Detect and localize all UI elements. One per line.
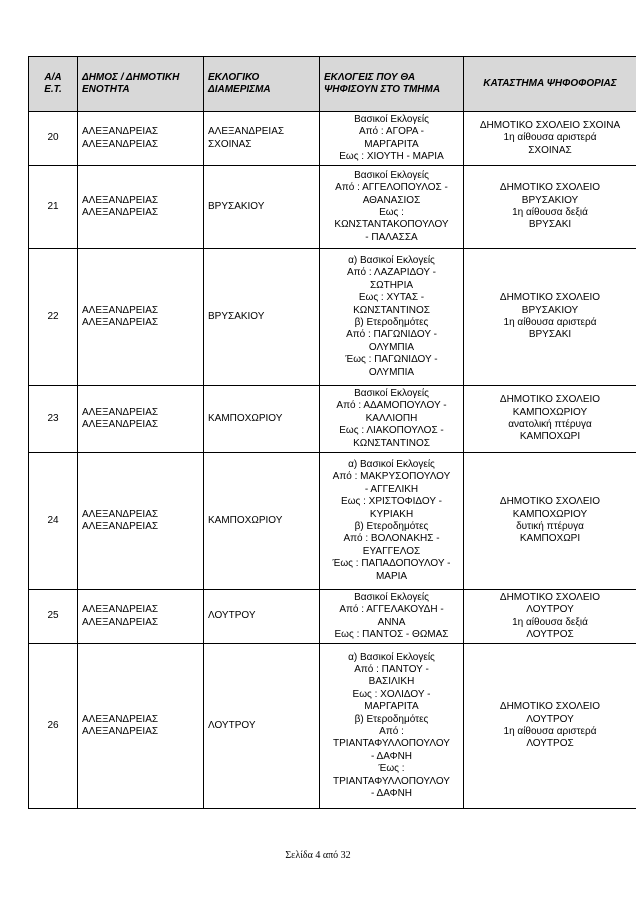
table-header	[29, 57, 636, 112]
voters-cell-line: β) Ετεροδημότες	[354, 317, 429, 328]
voters-cell-line: ΤΡΙΑΝΤΑΦΥΛΛΟΠΟΥΛΟΥ	[333, 738, 450, 750]
voters-cell-line: Εως : ΧΟΛΙΔΟΥ -	[352, 688, 431, 700]
electoral-district-cell-line: ΛΟΥΤΡΟΥ	[208, 610, 256, 622]
table-row	[29, 166, 636, 249]
polling-station-cell	[464, 590, 636, 644]
polling-station-cell-line: ΒΡΥΣΑΚΙΟΥ	[521, 304, 579, 316]
municipality-cell-line: ΑΛΕΞΑΝΔΡΕΙΑΣ	[82, 604, 159, 616]
polling-station-cell-line: ΛΟΥΤΡΟΥ	[526, 604, 574, 616]
voters-cell-line: ΚΩΝΣΤΑΝΤΙΝΟΣ	[353, 437, 430, 449]
voters-cell	[320, 112, 464, 166]
polling-station-cell	[464, 249, 636, 386]
voters-cell-line: Βασικοί Εκλογείς	[354, 169, 429, 181]
voters-cell-line: Από : ΒΟΛΟΝΑΚΗΣ -	[343, 533, 440, 545]
voters-cell-line: Εως : ΧΥΤΑΣ -	[358, 292, 425, 304]
polling-station-cell-line: ΒΡΥΣΑΚΙΟΥ	[521, 194, 579, 206]
voters-cell-line: Εως : ΛΙΑΚΟΠΟΥΛΟΣ -	[339, 425, 444, 437]
polling-station-cell	[464, 453, 636, 590]
polling-station-cell-line: ΔΗΜΟΤΙΚΟ ΣΧΟΛΕΙΟ	[499, 182, 601, 194]
table-row	[29, 590, 636, 644]
row-number: 24	[29, 453, 78, 590]
polling-station-cell-line: ΒΡΥΣΑΚΙ	[528, 329, 572, 341]
municipality-cell-line: ΑΛΕΞΑΝΔΡΕΙΑΣ	[82, 713, 159, 725]
municipality-cell-line: ΑΛΕΞΑΝΔΡΕΙΑΣ	[82, 508, 159, 520]
electoral-district-cell-line: ΚΑΜΠΟΧΩΡΙΟΥ	[208, 514, 283, 526]
electoral-district-cell-line: ΒΡΥΣΑΚΙΟΥ	[208, 310, 265, 322]
voters-cell-line: ΑΝΝΑ	[377, 616, 406, 628]
polling-station-cell-line: ΔΗΜΟΤΙΚΟ ΣΧΟΛΕΙΟ	[499, 701, 601, 713]
electoral-district-cell	[204, 644, 320, 809]
voters-cell-line: Εως : ΠΑΝΤΟΣ - ΘΩΜΑΣ	[334, 628, 449, 640]
voters-cell-line: - ΠΑΛΑΣΣΑ	[365, 231, 418, 243]
row-number: 26	[29, 644, 78, 809]
voters-cell-line: - ΔΑΦΝΗ	[370, 750, 413, 762]
voters-cell-line: ΕΥΑΓΓΕΛΟΣ	[362, 545, 421, 557]
polling-station-cell-line: ΔΗΜΟΤΙΚΟ ΣΧΟΛΕΙΟ	[499, 292, 601, 304]
polling-station-cell-line: ΚΑΜΠΟΧΩΡΙΟΥ	[512, 508, 588, 520]
voters-cell-line: ΚΑΛΛΙΟΠΗ	[365, 412, 418, 424]
municipality-cell-line: ΑΛΕΞΑΝΔΡΕΙΑΣ	[82, 304, 159, 316]
voters-cell-line: Από : ΑΔΑΜΟΠΟΥΛΟΥ -	[336, 400, 447, 412]
voters-cell-line: β) Ετεροδημότες	[354, 713, 429, 725]
municipality-cell-line: ΑΛΕΞΑΝΔΡΕΙΑΣ	[82, 194, 159, 206]
voters-cell-line: ΚΩΝΣΤΑΝΤΑΚΟΠΟΥΛΟΥ	[334, 219, 449, 231]
table-row	[29, 386, 636, 453]
municipality-cell-line: ΑΛΕΞΑΝΔΡΕΙΑΣ	[82, 616, 159, 628]
electoral-district-cell-line: ΣΧΟΙΝΑΣ	[208, 138, 252, 150]
electoral-district-cell	[204, 249, 320, 386]
voters-cell-line: ΜΑΡΓΑΡΙΤΑ	[364, 138, 419, 150]
voters-cell-line: Από : ΠΑΝΤΟΥ -	[354, 663, 429, 675]
municipality-cell-line: ΑΛΕΞΑΝΔΡΕΙΑΣ	[82, 317, 159, 328]
polling-station-cell-line: ανατολική πτέρυγα	[508, 419, 592, 430]
header-num: Α/Α Ε.Τ.	[29, 57, 78, 112]
polling-station-cell-line: ΣΧΟΙΝΑΣ	[528, 144, 572, 156]
polling-station-cell-line: 1η αίθουσα αριστερά	[503, 132, 597, 144]
municipality-cell-line: ΑΛΕΞΑΝΔΡΕΙΑΣ	[82, 207, 159, 218]
voters-cell	[320, 166, 464, 249]
electoral-district-cell	[204, 112, 320, 166]
municipality-cell-line: ΑΛΕΞΑΝΔΡΕΙΑΣ	[82, 126, 159, 138]
polling-station-cell-line: ΔΗΜΟΤΙΚΟ ΣΧΟΛΕΙΟ	[499, 496, 601, 508]
polling-station-cell	[464, 166, 636, 249]
voters-cell-line: Από : ΜΑΚΡΥΣΟΠΟΥΛΟΥ	[332, 471, 451, 483]
voters-cell-line: ΤΡΙΑΝΤΑΦΥΛΛΟΠΟΥΛΟΥ	[333, 775, 450, 787]
voters-cell	[320, 453, 464, 590]
voters-cell	[320, 386, 464, 453]
table-row	[29, 453, 636, 590]
voters-cell-line: ΟΛΥΜΠΙΑ	[368, 341, 415, 353]
voters-cell-line: - ΑΓΓΕΛΙΚΗ	[364, 483, 419, 495]
header-row	[29, 57, 636, 112]
municipality-cell	[78, 453, 204, 590]
polling-station-cell-line: ΚΑΜΠΟΧΩΡΙΟΥ	[512, 406, 588, 418]
voters-cell-line: Έως : ΠΑΠΑΔΟΠΟΥΛΟΥ -	[332, 558, 451, 570]
electoral-district-cell-line: ΛΟΥΤΡΟΥ	[208, 719, 256, 731]
municipality-cell-line: ΑΛΕΞΑΝΔΡΕΙΑΣ	[82, 138, 159, 150]
header-diamerisma: ΕΚΛΟΓΙΚΟ ΔΙΑΜΕΡΙΣΜΑ	[204, 57, 320, 112]
polling-station-cell	[464, 112, 636, 166]
polling-station-cell-line: ΛΟΥΤΡΟΥ	[526, 713, 574, 725]
voters-cell-line: Από : ΠΑΓΩΝΙΔΟΥ -	[346, 329, 437, 341]
municipality-cell	[78, 166, 204, 249]
polling-station-cell	[464, 644, 636, 809]
voters-cell-line: Από : ΛΑΖΑΡΙΔΟΥ -	[346, 267, 436, 279]
voters-cell-line: ΒΑΣΙΛΙΚΗ	[368, 676, 415, 688]
polling-station-cell-line: ΛΟΥΤΡΟΣ	[526, 738, 574, 750]
row-number: 23	[29, 386, 78, 453]
page-footer: Σελίδα 4 από 32	[285, 850, 351, 861]
voters-cell-line: ΚΩΝΣΤΑΝΤΙΝΟΣ	[353, 304, 430, 316]
row-number: 25	[29, 590, 78, 644]
voters-cell-line: Από : ΑΓΟΡΑ -	[358, 126, 425, 138]
voters-cell-line: Έως :	[378, 763, 405, 775]
voters-cell	[320, 644, 464, 809]
voters-cell-line: ΣΩΤΗΡΙΑ	[369, 279, 414, 291]
voters-cell-line: ΑΘΑΝΑΣΙΟΣ	[362, 194, 421, 206]
electoral-district-cell	[204, 453, 320, 590]
header-dimos: ΔΗΜΟΣ / ΔΗΜΟΤΙΚΗ ΕΝΟΤΗΤΑ	[78, 57, 204, 112]
voters-cell-line: Εως : ΧΡΙΣΤΟΦΙΔΟΥ -	[341, 496, 442, 508]
polling-station-cell-line: 1η αίθουσα δεξιά	[512, 616, 588, 628]
municipality-cell	[78, 249, 204, 386]
voters-cell	[320, 249, 464, 386]
polling-stations-table	[28, 56, 636, 809]
municipality-cell	[78, 386, 204, 453]
polling-station-cell-line: ΛΟΥΤΡΟΣ	[526, 628, 574, 640]
polling-station-cell	[464, 386, 636, 453]
municipality-cell-line: ΑΛΕΞΑΝΔΡΕΙΑΣ	[82, 521, 159, 532]
voters-cell-line: ΜΑΡΙΑ	[375, 570, 408, 582]
municipality-cell	[78, 644, 204, 809]
voters-cell-line: Από :	[379, 726, 404, 737]
voters-cell	[320, 590, 464, 644]
table-row	[29, 249, 636, 386]
table-body	[29, 112, 636, 809]
voters-cell-line: Από : ΑΓΓΕΛΟΠΟΥΛΟΣ -	[335, 182, 448, 194]
table-row	[29, 112, 636, 166]
voters-cell-line: Βασικοί Εκλογείς	[354, 113, 429, 125]
electoral-district-cell-line: ΚΑΜΠΟΧΩΡΙΟΥ	[208, 412, 283, 424]
voters-cell-line: α) Βασικοί Εκλογείς	[348, 458, 435, 470]
header-voters: ΕΚΛΟΓΕΙΣ ΠΟΥ ΘΑ ΨΗΦΙΣΟΥΝ ΣΤΟ ΤΜΗΜΑ	[320, 57, 464, 112]
voters-cell-line: Έως : ΠΑΓΩΝΙΔΟΥ -	[345, 354, 438, 366]
polling-station-cell-line: 1η αίθουσα δεξιά	[512, 207, 588, 218]
polling-station-cell-line: ΔΗΜΟΤΙΚΟ ΣΧΟΛΕΙΟ ΣΧΟΙΝΑ	[479, 119, 621, 131]
row-number: 22	[29, 249, 78, 386]
voters-cell-line: ΚΥΡΙΑΚΗ	[369, 508, 414, 520]
header-polling-station: ΚΑΤΑΣΤΗΜΑ ΨΗΦΟΦΟΡΙΑΣ	[464, 57, 636, 112]
municipality-cell-line: ΑΛΕΞΑΝΔΡΕΙΑΣ	[82, 419, 159, 430]
voters-cell-line: - ΔΑΦΝΗ	[370, 788, 413, 800]
voters-cell-line: Εως :	[379, 207, 404, 218]
electoral-district-cell	[204, 386, 320, 453]
municipality-cell	[78, 112, 204, 166]
polling-station-cell-line: ΒΡΥΣΑΚΙ	[528, 219, 572, 231]
electoral-district-cell-line: ΒΡΥΣΑΚΙΟΥ	[208, 200, 265, 212]
polling-station-cell-line: ΔΗΜΟΤΙΚΟ ΣΧΟΛΕΙΟ	[499, 591, 601, 603]
voters-cell-line: Εως : ΧΙΟΥΤΗ - ΜΑΡΙΑ	[339, 150, 444, 162]
voters-cell-line: Από : ΑΓΓΕΛΑΚΟΥΔΗ -	[339, 604, 444, 616]
polling-station-cell-line: 1η αίθουσα αριστερά	[503, 317, 597, 328]
municipality-cell	[78, 590, 204, 644]
polling-station-cell-line: ΔΗΜΟΤΙΚΟ ΣΧΟΛΕΙΟ	[499, 394, 601, 406]
electoral-district-cell	[204, 166, 320, 249]
voters-cell-line: α) Βασικοί Εκλογείς	[348, 254, 435, 266]
municipality-cell-line: ΑΛΕΞΑΝΔΡΕΙΑΣ	[82, 726, 159, 737]
polling-station-cell-line: ΚΑΜΠΟΧΩΡΙ	[519, 533, 581, 545]
municipality-cell-line: ΑΛΕΞΑΝΔΡΕΙΑΣ	[82, 406, 159, 418]
table-row	[29, 644, 636, 809]
voters-cell-line: ΜΑΡΓΑΡΙΤΑ	[364, 701, 419, 713]
voters-cell-line: Βασικοί Εκλογείς	[354, 387, 429, 399]
voters-cell-line: α) Βασικοί Εκλογείς	[348, 651, 435, 663]
row-number: 20	[29, 112, 78, 166]
polling-station-cell-line: δυτική πτέρυγα	[516, 521, 584, 532]
polling-station-cell-line: ΚΑΜΠΟΧΩΡΙ	[519, 431, 581, 443]
voters-cell-line: β) Ετεροδημότες	[354, 521, 429, 532]
electoral-district-cell-line: ΑΛΕΞΑΝΔΡΕΙΑΣ	[208, 126, 285, 138]
voters-cell-line: Βασικοί Εκλογείς	[354, 591, 429, 603]
row-number: 21	[29, 166, 78, 249]
voters-cell-line: ΟΛΥΜΠΙΑ	[368, 366, 415, 378]
polling-station-cell-line: 1η αίθουσα αριστερά	[503, 726, 597, 737]
electoral-district-cell	[204, 590, 320, 644]
